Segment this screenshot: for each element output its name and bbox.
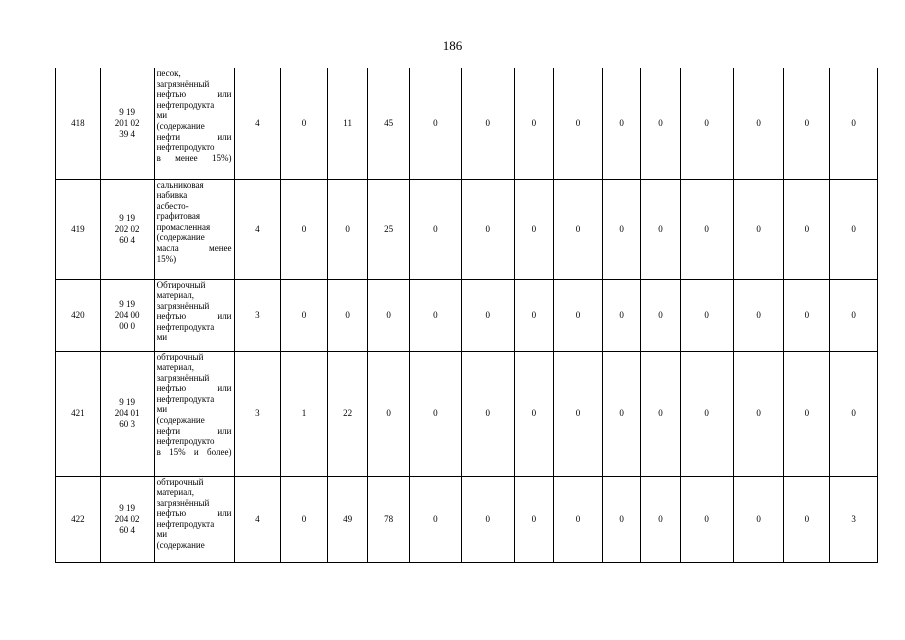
value-cell: 0: [514, 476, 553, 562]
value-cell: 0: [680, 279, 733, 351]
value-cell: 0: [733, 179, 784, 279]
value-cell: 0: [409, 279, 461, 351]
value-cell: 4: [234, 68, 281, 179]
value-cell: 0: [830, 68, 878, 179]
value-cell: 0: [680, 351, 733, 476]
value-cell: 0: [409, 68, 461, 179]
waste-description-cell: [154, 179, 234, 279]
description-line: ми: [156, 404, 168, 415]
description-line: нефтью или: [156, 311, 232, 322]
value-cell: 0: [602, 351, 640, 476]
description-line: нефтью или: [156, 89, 232, 100]
description-line: 15%): [156, 253, 177, 264]
description-line: нефти или: [156, 131, 232, 142]
value-cell: 0: [409, 351, 461, 476]
description-line: материал,: [156, 290, 195, 301]
table-row: [56, 476, 878, 562]
waste-table: [55, 68, 878, 563]
value-cell: 3: [234, 279, 281, 351]
description-line: масла менее: [156, 243, 232, 254]
value-cell: 0: [641, 351, 680, 476]
description-line: загрязнённый: [156, 497, 210, 508]
value-cell: 25: [368, 179, 410, 279]
value-cell: 3: [830, 476, 878, 562]
value-cell: 0: [554, 351, 603, 476]
description-line: материал,: [156, 487, 195, 498]
value-cell: 0: [830, 351, 878, 476]
value-cell: 0: [733, 279, 784, 351]
row-number-cell: 422: [56, 476, 101, 562]
value-cell: 0: [409, 179, 461, 279]
description-line: нефтепродукта: [156, 321, 215, 332]
value-cell: 0: [784, 351, 830, 476]
description-line: нефтепродукта: [156, 518, 215, 529]
value-cell: 0: [514, 68, 553, 179]
description-line: промасленная: [156, 221, 211, 232]
description-line: (содержание: [156, 120, 205, 131]
row-number-cell: 418: [56, 68, 101, 179]
value-cell: 0: [680, 179, 733, 279]
value-cell: 0: [514, 279, 553, 351]
value-cell: 0: [784, 279, 830, 351]
row-number-cell: 420: [56, 279, 101, 351]
description-line: асбесто-: [156, 200, 189, 211]
value-cell: 0: [680, 476, 733, 562]
value-cell: 1: [281, 351, 328, 476]
description-line: в 15% и более): [156, 446, 232, 457]
table-body: [56, 68, 878, 562]
value-cell: 0: [733, 68, 784, 179]
description-line: набивка: [156, 190, 188, 201]
value-cell: 0: [327, 179, 367, 279]
value-cell: 0: [461, 351, 514, 476]
value-cell: 0: [461, 279, 514, 351]
waste-code-cell: 9 19 202 02 60 4: [100, 179, 154, 279]
description-line: загрязнённый: [156, 372, 210, 383]
value-cell: 0: [680, 68, 733, 179]
value-cell: 0: [641, 279, 680, 351]
description-line: сальниковая: [156, 179, 204, 190]
value-cell: 0: [602, 179, 640, 279]
value-cell: 0: [281, 279, 328, 351]
value-cell: 0: [327, 279, 367, 351]
waste-code-cell: 9 19 204 01 60 3: [100, 351, 154, 476]
value-cell: 0: [830, 179, 878, 279]
description-line: ми: [156, 332, 168, 343]
description-line: обтирочный: [156, 476, 204, 487]
description-line: (содержание: [156, 415, 205, 426]
description-line: обтирочный: [156, 351, 204, 362]
description-line: нефтепродукто: [156, 142, 215, 153]
waste-description-cell: [154, 279, 234, 351]
value-cell: 49: [327, 476, 367, 562]
value-cell: 45: [368, 68, 410, 179]
value-cell: 4: [234, 476, 281, 562]
value-cell: 0: [641, 476, 680, 562]
table-row: [56, 68, 878, 179]
value-cell: 0: [461, 179, 514, 279]
description-line: нефтепродукто: [156, 436, 215, 447]
value-cell: 0: [554, 179, 603, 279]
waste-description-cell: [154, 351, 234, 476]
value-cell: 4: [234, 179, 281, 279]
description-line: песок,: [156, 68, 181, 78]
value-cell: 0: [830, 279, 878, 351]
description-line: Обтирочный: [156, 279, 206, 290]
row-number-cell: 421: [56, 351, 101, 476]
value-cell: 0: [554, 279, 603, 351]
waste-description-cell: [154, 68, 234, 179]
description-line: (содержание: [156, 232, 205, 243]
value-cell: 0: [281, 68, 328, 179]
value-cell: 0: [784, 68, 830, 179]
description-line: загрязнённый: [156, 300, 210, 311]
value-cell: 3: [234, 351, 281, 476]
waste-description-cell: [154, 476, 234, 562]
value-cell: 0: [281, 179, 328, 279]
description-line: графитовая: [156, 211, 201, 222]
value-cell: 0: [784, 476, 830, 562]
value-cell: 0: [602, 476, 640, 562]
value-cell: 11: [327, 68, 367, 179]
value-cell: 0: [602, 279, 640, 351]
value-cell: 0: [368, 279, 410, 351]
value-cell: 0: [461, 68, 514, 179]
row-number-cell: 419: [56, 179, 101, 279]
value-cell: 0: [554, 68, 603, 179]
description-line: нефтью или: [156, 383, 232, 394]
value-cell: 0: [641, 179, 680, 279]
description-line: нефтепродукта: [156, 99, 215, 110]
table-row: [56, 179, 878, 279]
waste-code-cell: 9 19 204 02 60 4: [100, 476, 154, 562]
table-row: [56, 351, 878, 476]
description-line: (содержание: [156, 540, 205, 551]
value-cell: 0: [733, 351, 784, 476]
value-cell: 0: [641, 68, 680, 179]
description-line: ми: [156, 529, 168, 540]
waste-code-cell: 9 19 204 00 00 0: [100, 279, 154, 351]
value-cell: 78: [368, 476, 410, 562]
description-line: нефтью или: [156, 508, 232, 519]
description-line: загрязнённый: [156, 78, 210, 89]
value-cell: 0: [461, 476, 514, 562]
value-cell: 22: [327, 351, 367, 476]
description-line: ми: [156, 110, 168, 121]
value-cell: 0: [368, 351, 410, 476]
value-cell: 0: [554, 476, 603, 562]
page-number: 186: [442, 38, 463, 53]
value-cell: 0: [281, 476, 328, 562]
value-cell: 0: [514, 351, 553, 476]
description-line: в менее 15%): [156, 152, 232, 163]
waste-code-cell: 9 19 201 02 39 4: [100, 68, 154, 179]
description-line: нефти или: [156, 425, 232, 436]
description-line: материал,: [156, 362, 195, 373]
description-line: нефтепродукта: [156, 393, 215, 404]
value-cell: 0: [602, 68, 640, 179]
value-cell: 0: [514, 179, 553, 279]
value-cell: 0: [733, 476, 784, 562]
table-row: [56, 279, 878, 351]
value-cell: 0: [409, 476, 461, 562]
value-cell: 0: [784, 179, 830, 279]
